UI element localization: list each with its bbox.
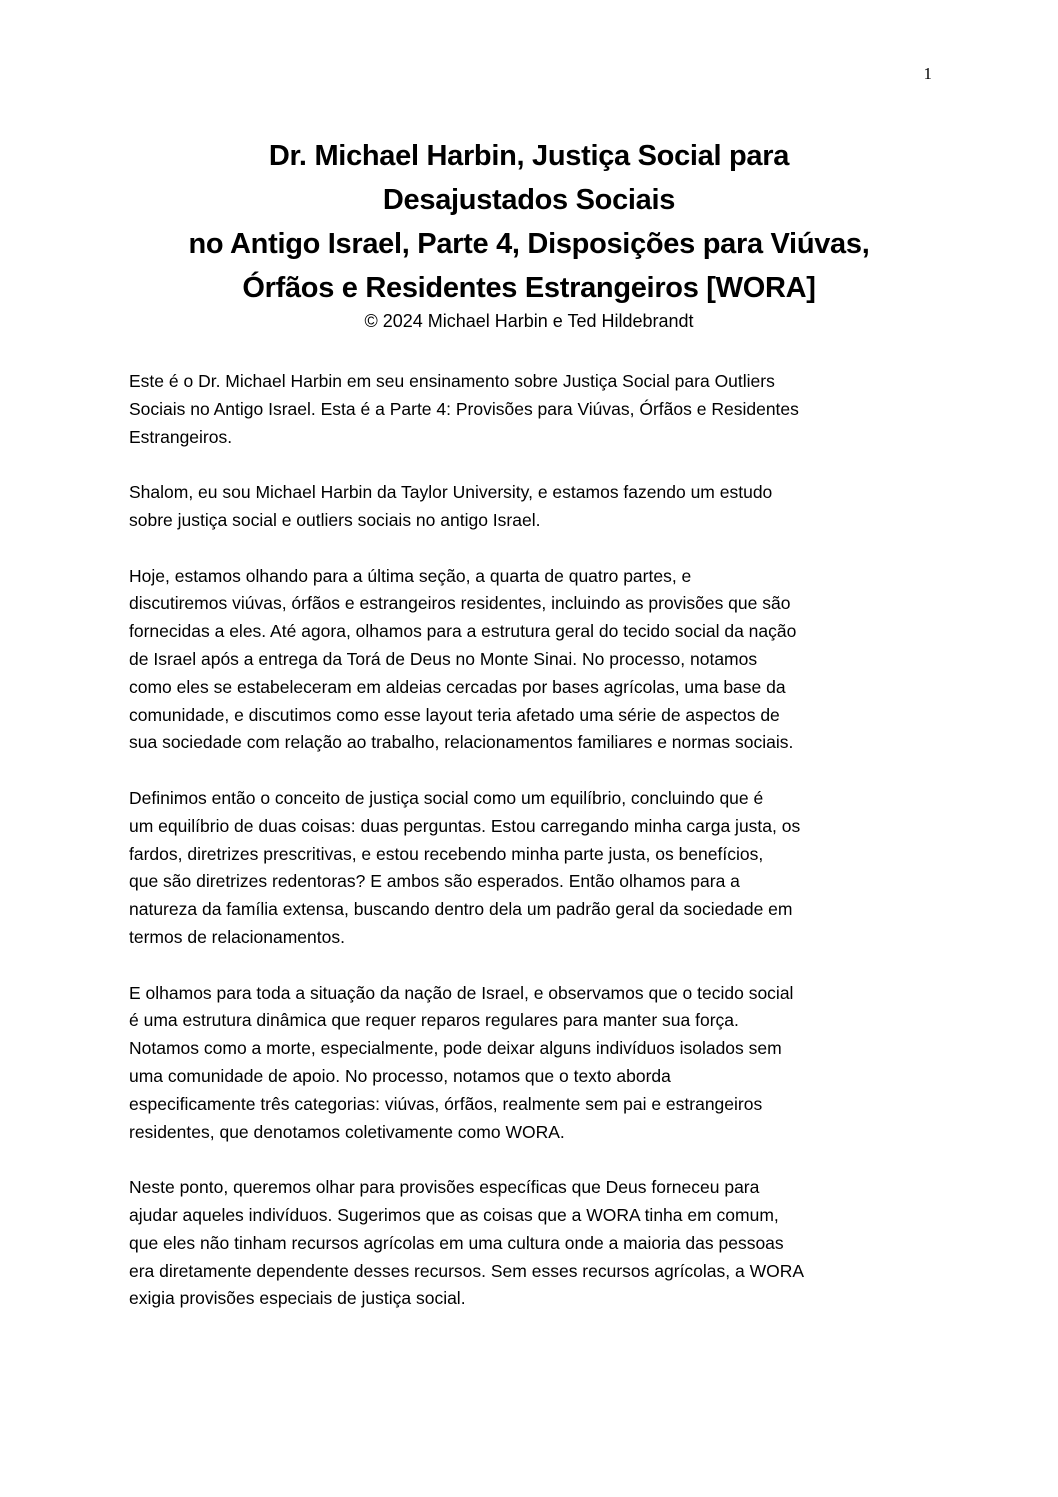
title-line: no Antigo Israel, Parte 4, Disposições para Viúvas,: [188, 228, 870, 260]
paragraph: [129, 563, 939, 758]
paragraph-line: Definimos então o conceito de justiça social como um equilíbrio, concluindo que é: [129, 787, 764, 808]
paragraph-line: que eles não tinham recursos agrícolas em uma cultura onde a maioria das pessoas: [129, 1232, 784, 1253]
document-body: [129, 368, 939, 1341]
paragraph-line: Hoje, estamos olhando para a última seção, a quarta de quatro partes, e: [129, 565, 692, 586]
paragraph: [129, 1174, 939, 1313]
paragraph-line: fardos, diretrizes prescritivas, e estou recebendo minha parte justa, os benefícios,: [129, 843, 764, 864]
paragraph-line: Estrangeiros.: [129, 426, 233, 447]
paragraph-line: Este é o Dr. Michael Harbin em seu ensinamento sobre Justiça Social para Outliers: [129, 371, 775, 391]
paragraph-line: natureza da família extensa, buscando dentro dela um padrão geral da sociedade em: [129, 899, 793, 920]
paragraph-line: sobre justiça social e outliers sociais no antigo Israel.: [129, 509, 541, 530]
paragraph-line: residentes, que denotamos coletivamente como WORA.: [129, 1121, 565, 1142]
paragraph: [129, 785, 939, 952]
paragraph-line: exigia provisões especiais de justiça social.: [129, 1288, 466, 1309]
paragraph-line: uma comunidade de apoio. No processo, notamos que o texto aborda: [129, 1065, 671, 1086]
paragraph-line: é uma estrutura dinâmica que requer reparos regulares para manter sua força.: [129, 1010, 739, 1031]
paragraph-line: Shalom, eu sou Michael Harbin da Taylor University, e estamos fazendo um estudo: [129, 482, 773, 503]
paragraph-line: que são diretrizes redentoras? E ambos são esperados. Então olhamos para a: [129, 871, 740, 892]
paragraph-line: de Israel após a entrega da Torá de Deus no Monte Sinai. No processo, notamos: [129, 648, 758, 669]
paragraph-line: era diretamente dependente desses recursos. Sem esses recursos agrícolas, a WORA: [129, 1260, 805, 1281]
paragraph: [129, 368, 939, 451]
paragraph-line: um equilíbrio de duas coisas: duas perguntas. Estou carregando minha carga justa, os: [129, 815, 801, 836]
document-title-block: [100, 134, 958, 334]
page-number: 1: [923, 64, 932, 83]
paragraph: [129, 980, 939, 1147]
paragraph: [129, 479, 939, 535]
paragraph-line: sua sociedade com relação ao trabalho, relacionamentos familiares e normas sociais.: [129, 732, 794, 753]
paragraph-line: E olhamos para toda a situação da nação de Israel, e observamos que o tecido social: [129, 982, 794, 1003]
paragraph-line: fornecidas a eles. Até agora, olhamos para a estrutura geral do tecido social da nação: [129, 621, 797, 642]
paragraph-line: Notamos como a morte, especialmente, pode deixar alguns indivíduos isolados sem: [129, 1038, 782, 1059]
paragraph-line: termos de relacionamentos.: [129, 926, 345, 947]
copyright-notice: © 2024 Michael Harbin e Ted Hildebrandt: [364, 311, 694, 331]
title-line: Dr. Michael Harbin, Justiça Social para: [268, 140, 790, 172]
title-line: Desajustados Sociais: [382, 184, 676, 216]
paragraph-line: discutiremos viúvas, órfãos e estrangeiros residentes, incluindo as provisões que são: [129, 593, 791, 614]
paragraph-line: especificamente três categorias: viúvas, órfãos, realmente sem pai e estrangeiros: [129, 1093, 763, 1114]
paragraph-line: Sociais no Antigo Israel. Esta é a Parte 4: Provisões para Viúvas, Órfãos e Residentes: [129, 398, 799, 419]
paragraph-line: Neste ponto, queremos olhar para provisões específicas que Deus forneceu para: [129, 1177, 760, 1198]
paragraph-line: comunidade, e discutimos como esse layout teria afetado uma série de aspectos de: [129, 704, 780, 725]
paragraph-line: como eles se estabeleceram em aldeias cercadas por bases agrícolas, uma base da: [129, 676, 786, 697]
title-line: Órfãos e Residentes Estrangeiros [WORA]: [242, 272, 816, 304]
paragraph-line: ajudar aqueles indivíduos. Sugerimos que as coisas que a WORA tinha em comum,: [129, 1204, 779, 1225]
